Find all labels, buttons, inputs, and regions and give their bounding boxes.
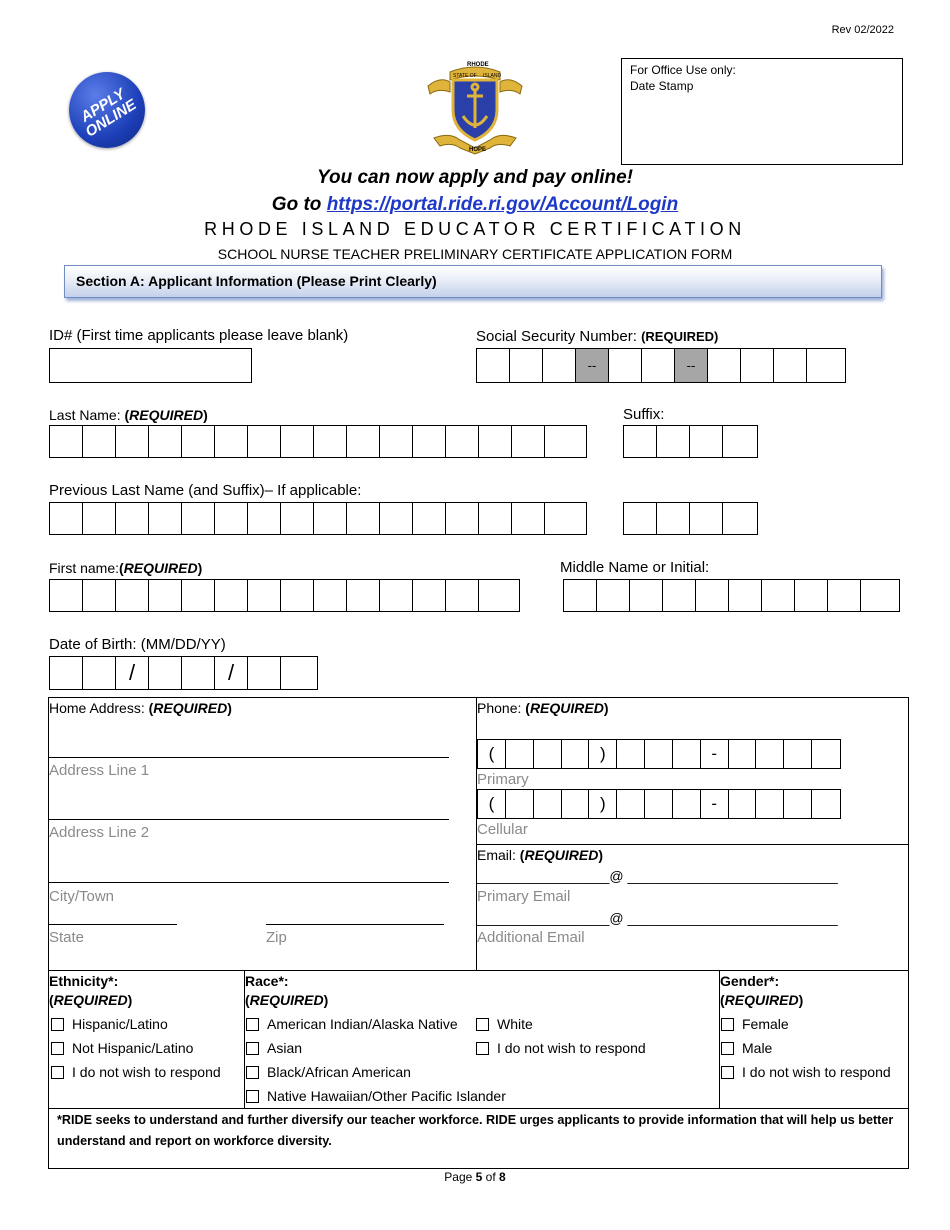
ssn-label: Social Security Number:: [476, 328, 637, 345]
first-name-input[interactable]: [49, 579, 520, 612]
ssn-box[interactable]: [510, 349, 543, 382]
page-of: of: [482, 1170, 500, 1184]
gender-label: Gender*:: [720, 973, 780, 989]
dob-separator: /: [116, 657, 149, 689]
required-word: REQUIRED: [524, 847, 599, 863]
middle-name-label: Middle Name or Initial:: [560, 559, 710, 576]
section-a-header: [64, 265, 882, 298]
req-paren: ): [603, 700, 609, 716]
seal-right-text: ISLAND: [483, 73, 502, 79]
page-number: 5: [475, 1170, 483, 1184]
req-paren: ): [323, 992, 329, 1008]
checkbox[interactable]: [721, 1018, 734, 1031]
paren-open: (: [478, 790, 506, 818]
option-label: White: [497, 1016, 533, 1032]
gender-option[interactable]: [721, 1064, 891, 1080]
race-option[interactable]: [476, 1040, 646, 1056]
revision-label: Rev 02/2022: [831, 24, 894, 36]
req-paren: (: [525, 700, 530, 716]
state-input[interactable]: [49, 924, 177, 925]
goto-prefix: Go to: [271, 194, 327, 215]
cellular-phone-input[interactable]: [477, 789, 841, 819]
checkbox[interactable]: [476, 1018, 489, 1031]
req-paren: (: [720, 992, 725, 1008]
required-word: REQUIRED: [529, 700, 604, 716]
req-paren: ): [197, 560, 203, 576]
ethnicity-option[interactable]: [51, 1040, 193, 1056]
ssn-box[interactable]: [774, 349, 807, 382]
city-input[interactable]: [49, 882, 449, 883]
ethnicity-option[interactable]: [51, 1016, 168, 1032]
ssn-box[interactable]: [807, 349, 840, 382]
checkbox[interactable]: [721, 1066, 734, 1079]
page-prefix: Page: [444, 1170, 476, 1184]
checkbox[interactable]: [51, 1066, 64, 1079]
apply-online-text: APPLY ONLINE: [77, 85, 140, 141]
state-caption: State: [49, 929, 85, 946]
diversity-note: *RIDE seeks to understand and further diversify our teacher workforce. RIDE urges applicants to provide information that will help us better understand and report on workforce diversity.: [57, 1113, 894, 1148]
office-use-label: For Office Use only:: [630, 63, 736, 77]
checkbox[interactable]: [51, 1042, 64, 1055]
additional-email-input[interactable]: _________________@ ___________________________: [477, 910, 838, 926]
required-word: REQUIRED: [724, 992, 799, 1008]
form-subtitle: SCHOOL NURSE TEACHER PRELIMINARY CERTIFICATE APPLICATION FORM: [217, 246, 733, 262]
phone-dash: -: [701, 740, 729, 768]
ssn-box[interactable]: [642, 349, 675, 382]
req-paren: (: [519, 847, 525, 863]
checkbox[interactable]: [476, 1042, 489, 1055]
race-option[interactable]: [246, 1088, 506, 1104]
middle-name-input[interactable]: [563, 579, 900, 612]
id-input[interactable]: [49, 348, 252, 383]
option-label: I do not wish to respond: [497, 1040, 646, 1056]
primary-email-caption: Primary Email: [477, 888, 571, 905]
dob-input[interactable]: [49, 656, 318, 690]
phone-label: Phone:: [477, 700, 526, 716]
page-total: 8: [499, 1170, 506, 1184]
previous-last-name-input[interactable]: [49, 502, 587, 535]
req-paren: ): [798, 992, 804, 1008]
checkbox[interactable]: [246, 1018, 259, 1031]
option-label: I do not wish to respond: [72, 1064, 221, 1080]
race-label: Race*:: [245, 973, 289, 989]
paren-close: ): [589, 790, 617, 818]
cellular-phone-caption: Cellular: [477, 821, 528, 838]
previous-suffix-input[interactable]: [623, 502, 758, 535]
ssn-box[interactable]: [609, 349, 642, 382]
ethnicity-option[interactable]: [51, 1064, 221, 1080]
option-label: Native Hawaiian/Other Pacific Islander: [267, 1088, 506, 1104]
page-footer: [0, 1170, 950, 1184]
seal-left-text: STATE OF: [453, 73, 477, 79]
last-name-input[interactable]: [49, 425, 587, 458]
date-stamp-label: Date Stamp: [630, 79, 694, 93]
gender-option[interactable]: [721, 1016, 789, 1032]
id-label: ID# (First time applicants please leave blank): [49, 327, 349, 344]
apply-online-badge[interactable]: [69, 72, 145, 148]
req-paren: ): [127, 992, 133, 1008]
option-label: Hispanic/Latino: [72, 1016, 168, 1032]
ssn-separator: --: [576, 349, 609, 382]
checkbox[interactable]: [51, 1018, 64, 1031]
option-label: Male: [742, 1040, 773, 1056]
ssn-box[interactable]: [543, 349, 576, 382]
checkbox[interactable]: [246, 1090, 259, 1103]
dob-label: Date of Birth: (MM/DD/YY): [49, 636, 226, 653]
previous-last-name-label: Previous Last Name (and Suffix)– If applicable:: [49, 482, 362, 499]
required-word: REQUIRED: [53, 992, 128, 1008]
section-a-title: Section A: Applicant Information (Please Print Clearly): [76, 273, 437, 289]
ssn-box[interactable]: [741, 349, 774, 382]
rhode-island-seal: [420, 58, 530, 158]
ethnicity-label: Ethnicity*:: [49, 973, 119, 989]
race-option[interactable]: [476, 1016, 533, 1032]
req-paren: ): [598, 847, 604, 863]
ssn-required: (REQUIRED): [641, 329, 719, 344]
required-word: REQUIRED: [123, 560, 198, 576]
city-caption: City/Town: [49, 888, 115, 905]
address-line1-caption: Address Line 1: [49, 762, 150, 779]
checkbox[interactable]: [246, 1042, 259, 1055]
suffix-label: Suffix:: [623, 406, 665, 423]
ssn-box[interactable]: [477, 349, 510, 382]
ssn-box[interactable]: [708, 349, 741, 382]
suffix-input[interactable]: [623, 425, 758, 458]
office-use-box: [621, 58, 903, 165]
req-paren: (: [148, 700, 154, 716]
race-option[interactable]: [246, 1040, 302, 1056]
option-label: Black/African American: [267, 1064, 411, 1080]
required-word: REQUIRED: [129, 407, 204, 423]
email-label: Email:: [477, 847, 520, 863]
option-label: Asian: [267, 1040, 303, 1056]
apply-online-headline: You can now apply and pay online!: [317, 167, 633, 188]
primary-phone-caption: Primary: [477, 771, 529, 788]
option-label: Female: [742, 1016, 789, 1032]
zip-input[interactable]: [266, 924, 444, 925]
additional-email-caption: Additional Email: [477, 929, 585, 946]
seal-top-text: RHODE: [467, 62, 489, 68]
ssn-input[interactable]: [476, 348, 846, 383]
gender-option[interactable]: [721, 1040, 772, 1056]
paren-close: ): [589, 740, 617, 768]
seal-bottom-text: HOPE: [469, 147, 487, 153]
required-word: REQUIRED: [153, 700, 228, 716]
zip-caption: Zip: [266, 929, 287, 946]
option-label: Not Hispanic/Latino: [72, 1040, 194, 1056]
race-option[interactable]: [246, 1016, 458, 1032]
phone-dash: -: [701, 790, 729, 818]
req-paren: (: [245, 992, 250, 1008]
race-option[interactable]: [246, 1064, 411, 1080]
address-line2-caption: Address Line 2: [49, 824, 150, 841]
primary-phone-input[interactable]: [477, 739, 841, 769]
checkbox[interactable]: [721, 1042, 734, 1055]
address-line2-input[interactable]: [49, 819, 449, 820]
required-word: REQUIRED: [249, 992, 324, 1008]
last-name-label: Last Name:: [49, 407, 125, 423]
req-paren: ): [227, 700, 232, 716]
req-paren: (: [49, 992, 54, 1008]
home-address-label: Home Address:: [49, 700, 149, 716]
portal-link[interactable]: https://portal.ride.ri.gov/Account/Login: [326, 194, 679, 215]
option-label: I do not wish to respond: [742, 1064, 891, 1080]
paren-open: (: [478, 740, 506, 768]
primary-email-input[interactable]: _________________@ ___________________________: [477, 868, 838, 884]
checkbox[interactable]: [246, 1066, 259, 1079]
req-paren: (: [124, 407, 130, 423]
dob-separator: /: [215, 657, 248, 689]
option-label: American Indian/Alaska Native: [267, 1016, 458, 1032]
ssn-separator: --: [675, 349, 708, 382]
form-title: RHODE ISLAND EDUCATOR CERTIFICATION: [204, 219, 746, 239]
address-line1-input[interactable]: [49, 757, 449, 758]
first-name-label: First name:: [49, 560, 120, 576]
req-paren: (: [119, 560, 124, 576]
req-paren: ): [203, 407, 208, 423]
